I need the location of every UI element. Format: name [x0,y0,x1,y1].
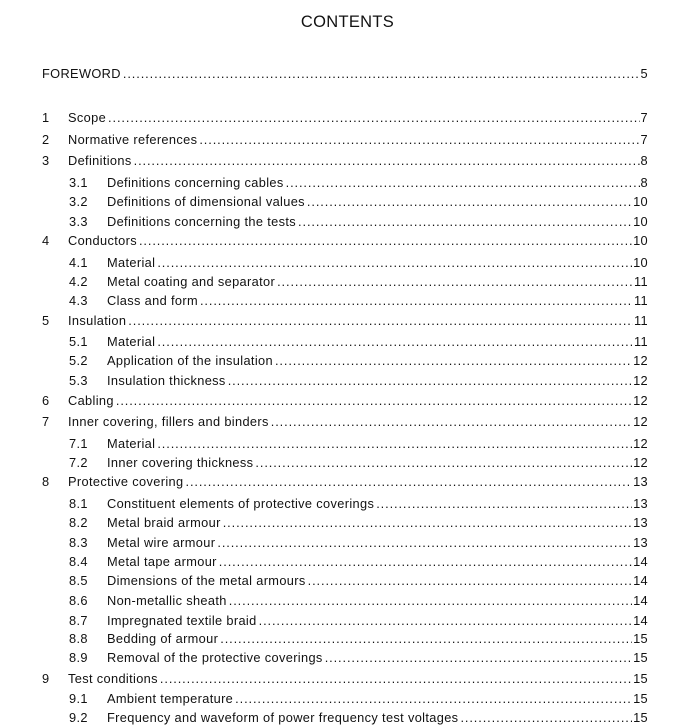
toc-entry-page: 11 [634,293,648,308]
toc-entry[interactable] [42,471,648,490]
toc-entry-page: 12 [633,353,648,368]
toc-entry-title: Impregnated textile braid [107,613,257,628]
toc-entry-number: 5 [42,313,50,328]
toc-dot-leader [286,175,640,191]
toc-dot-leader [223,515,632,531]
toc-entry-title: Removal of the protective coverings [107,650,323,665]
toc-entry-number: 3.3 [69,214,88,229]
toc-entry-title: Material [107,436,156,451]
toc-entry-page: 10 [633,233,648,248]
toc-dot-leader [228,373,632,389]
toc-entry-page: 8 [640,175,648,190]
toc-entry-title: Bedding of armour [107,631,219,646]
toc-entry-page: 15 [633,710,648,725]
toc-entry-page: 14 [633,573,648,588]
toc-entry-title: Non-metallic sheath [107,593,227,608]
toc-dot-leader [128,313,633,329]
toc-dot-leader [255,455,632,471]
toc-dot-leader [220,631,632,647]
toc-entry-page: 7 [640,110,648,125]
toc-entry-page: 10 [633,194,648,209]
toc-dot-leader [308,573,632,589]
toc-entry-number: 8.2 [69,515,88,530]
toc-entry-page: 11 [634,334,648,349]
toc-entry-number: 5.2 [69,353,88,368]
toc-dot-leader [160,671,632,687]
toc-dot-leader [259,613,632,629]
toc-dot-leader [157,334,633,350]
toc-dot-leader [307,194,632,210]
toc-entry[interactable] [69,493,648,512]
toc-entry-number: 8 [42,474,50,489]
toc-entry-number: 8.7 [69,613,88,628]
toc-entry[interactable] [42,230,648,249]
toc-entry-page: 14 [633,593,648,608]
toc-entry-title: Metal wire armour [107,535,216,550]
toc-entry[interactable] [69,512,648,531]
toc-dot-leader [298,214,632,230]
toc-entry[interactable] [42,411,648,430]
toc-entry-title: Constituent elements of protective coverings [107,496,375,511]
toc-entry[interactable] [69,570,648,589]
toc-entry[interactable] [42,150,648,169]
toc-entry-page: 13 [633,474,648,489]
toc-entry-title: Metal coating and separator [107,274,276,289]
toc-entry-title: Application of the insulation [107,353,273,368]
toc-dot-leader [325,650,632,666]
toc-entry-title: Inner covering thickness [107,455,254,470]
toc-entry-page: 13 [633,496,648,511]
toc-entry-number: 3 [42,153,50,168]
toc-entry[interactable] [42,107,648,126]
toc-entry-number: 8.8 [69,631,88,646]
toc-dot-leader [229,593,632,609]
toc-entry-number: 9.1 [69,691,88,706]
toc-entry-title: Conductors [68,233,137,248]
toc-entry-number: 5.3 [69,373,88,388]
toc-entry-title: Metal braid armour [107,515,221,530]
toc-dot-leader [219,554,632,570]
toc-dot-leader [271,414,632,430]
toc-dot-leader [139,233,632,249]
toc-entry[interactable] [42,63,648,82]
toc-dot-leader [123,66,640,82]
toc-entry-page: 8 [640,153,648,168]
toc-entry[interactable] [69,350,648,369]
toc-dot-leader [199,132,639,148]
toc-dot-leader [108,110,639,126]
toc-entry-number: 5.1 [69,334,88,349]
toc-entry-number: 4 [42,233,50,248]
toc-entry-title: Class and form [107,293,198,308]
toc-entry[interactable] [69,290,648,309]
toc-entry[interactable] [69,191,648,210]
toc-entry[interactable] [69,370,648,389]
toc-entry[interactable] [69,707,648,726]
toc-entry-page: 14 [633,554,648,569]
toc-entry[interactable] [69,647,648,666]
toc-entry-page: 15 [633,631,648,646]
toc-dot-leader [134,153,640,169]
toc-entry-title: Test conditions [68,671,158,686]
toc-entry-page: 13 [633,515,648,530]
toc-entry[interactable] [42,668,648,687]
toc-entry-number: 1 [42,110,50,125]
toc-dot-leader [185,474,632,490]
toc-entry-number: 8.3 [69,535,88,550]
toc-dot-leader [376,496,632,512]
toc-entry[interactable] [69,211,648,230]
toc-entry-title: Cabling [68,393,114,408]
toc-entry[interactable] [42,390,648,409]
toc-entry-number: 3.1 [69,175,88,190]
toc-entry-title: Protective covering [68,474,184,489]
toc-entry-number: 8.4 [69,554,88,569]
toc-entry-page: 15 [633,691,648,706]
toc-dot-leader [460,710,632,726]
toc-entry-number: 7.2 [69,455,88,470]
toc-entry[interactable] [69,433,648,452]
toc-dot-leader [157,436,632,452]
toc-entry-title: Definitions [68,153,132,168]
toc-entry-title: Scope [68,110,107,125]
toc-entry[interactable] [69,628,648,647]
toc-entry-number: 7 [42,414,50,429]
toc-entry-page: 12 [633,436,648,451]
toc-entry[interactable] [69,532,648,551]
toc-entry-page: 10 [633,255,648,270]
toc-entry-number: 4.2 [69,274,88,289]
toc-entry[interactable] [69,590,648,609]
toc-entry[interactable] [69,610,648,629]
toc-entry-page: 12 [633,414,648,429]
toc-entry-title: Metal tape armour [107,554,217,569]
toc-dot-leader [217,535,632,551]
toc-entry-title: Inner covering, fillers and binders [68,414,269,429]
toc-dot-leader [157,255,632,271]
toc-entry-title: FOREWORD [42,66,121,81]
toc-entry[interactable] [69,452,648,471]
toc-entry[interactable] [69,551,648,570]
toc-entry-title: Normative references [68,132,198,147]
toc-entry-page: 11 [634,274,648,289]
toc-entry-number: 2 [42,132,50,147]
toc-entry-title: Material [107,334,156,349]
toc-entry-title: Definitions concerning the tests [107,214,297,229]
toc-entry-number: 9 [42,671,50,686]
toc-entry-title: Definitions of dimensional values [107,194,305,209]
toc-entry-number: 3.2 [69,194,88,209]
toc-entry-page: 12 [633,373,648,388]
toc-entry-title: Ambient temperature [107,691,234,706]
toc-entry-number: 8.5 [69,573,88,588]
toc-entry-page: 13 [633,535,648,550]
toc-entry-number: 8.6 [69,593,88,608]
toc-entry[interactable] [69,252,648,271]
toc-entry-number: 9.2 [69,710,88,725]
toc-entry-page: 12 [633,455,648,470]
toc-entry-page: 15 [633,671,648,686]
toc-entry-title: Dimensions of the metal armours [107,573,306,588]
toc-entry-title: Frequency and waveform of power frequency test voltages [107,710,459,725]
toc-dot-leader [200,293,633,309]
toc-entry[interactable] [42,129,648,148]
toc-entry-title: Material [107,255,156,270]
toc-entry[interactable] [42,310,648,329]
toc-entry-number: 4.1 [69,255,88,270]
toc-entry[interactable] [69,331,648,350]
toc-entry-number: 8.9 [69,650,88,665]
toc-entry-page: 10 [633,214,648,229]
toc-entry-page: 7 [640,132,648,147]
page-title: CONTENTS [300,13,395,31]
toc-entry-title: Insulation [68,313,127,328]
toc-entry[interactable] [69,271,648,290]
toc-entry-page: 5 [640,66,648,81]
toc-entry-number: 8.1 [69,496,88,511]
toc-entry-page: 14 [633,613,648,628]
toc-entry-number: 7.1 [69,436,88,451]
toc-entry[interactable] [69,172,648,191]
toc-entry-page: 12 [633,393,648,408]
toc-entry[interactable] [69,688,648,707]
toc-dot-leader [277,274,633,290]
toc-entry-page: 15 [633,650,648,665]
toc-entry-number: 4.3 [69,293,88,308]
toc-entry-title: Definitions concerning cables [107,175,284,190]
toc-entry-page: 11 [634,313,648,328]
toc-entry-title: Insulation thickness [107,373,226,388]
toc-dot-leader [116,393,632,409]
toc-entry-number: 6 [42,393,50,408]
toc-dot-leader [235,691,632,707]
toc-dot-leader [275,353,632,369]
